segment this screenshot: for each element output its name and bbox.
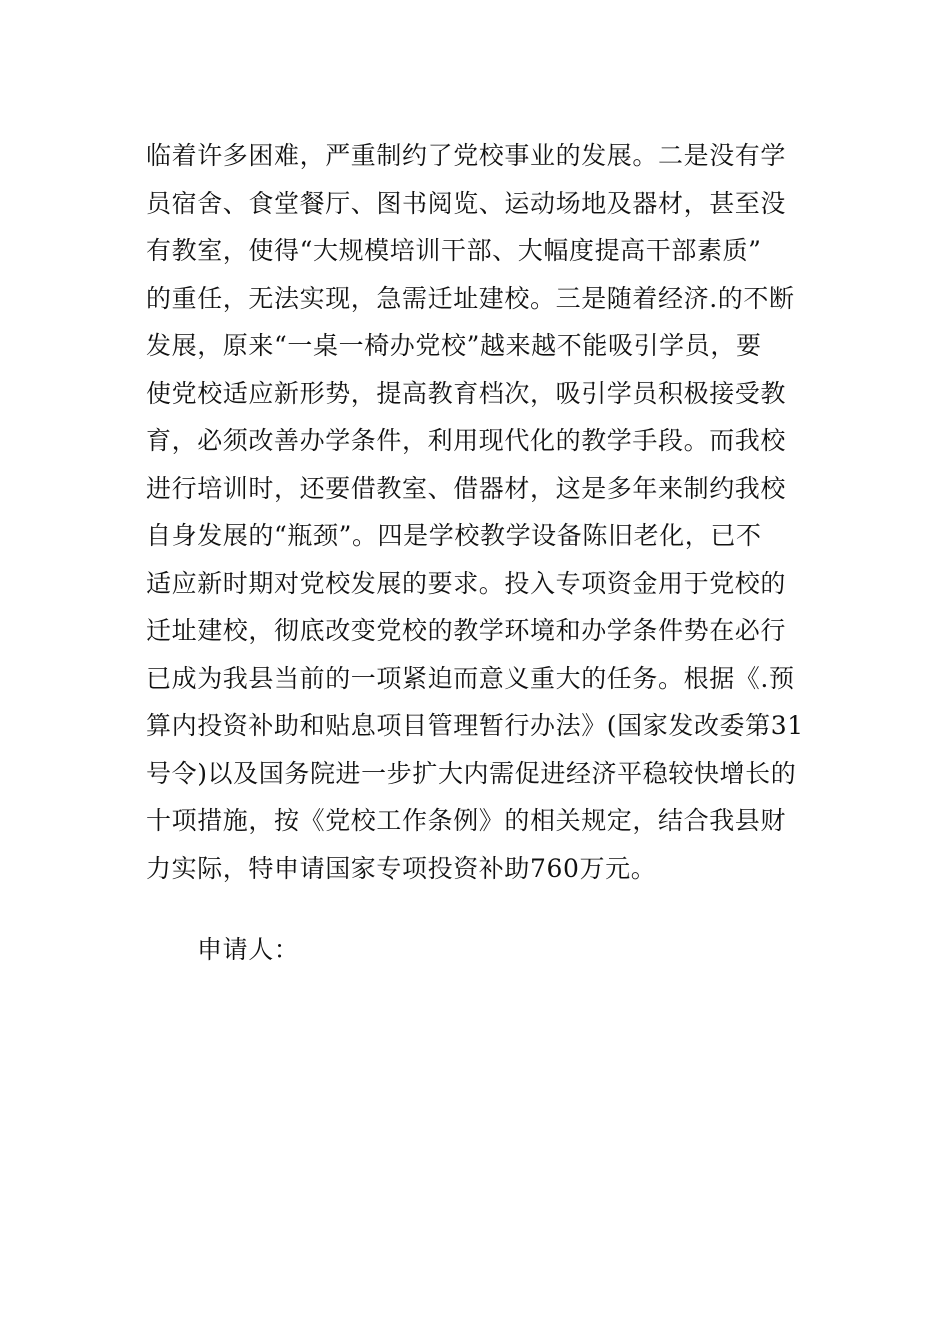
- paragraph-line: 发展，原来“一桌一椅办党校”越来越不能吸引学员，要: [146, 331, 762, 360]
- applicant-signature-label: 申请人：: [197, 935, 300, 964]
- paragraph-line: 迁址建校，彻底改变党校的教学环境和办学条件势在必行: [146, 616, 787, 645]
- paragraph-line: 力实际，特申请国家专项投资补助760万元。: [146, 853, 657, 883]
- body-paragraph: [146, 132, 826, 892]
- paragraph-line: 算内投资补助和贴息项目管理暂行办法》(国家发改委第31: [146, 711, 804, 740]
- paragraph-line: 适应新时期对党校发展的要求。投入专项资金用于党校的: [146, 568, 787, 598]
- paragraph-line: 育，必须改善办学条件，利用现代化的教学手段。而我校: [146, 426, 787, 455]
- paragraph-line: 有教室，使得“大规模培训干部、大幅度提高干部素质”: [146, 236, 762, 265]
- paragraph-line: 十项措施，按《党校工作条例》的相关规定，结合我县财: [146, 806, 787, 835]
- paragraph-line: 自身发展的“瓶颈”。四是学校教学设备陈旧老化，已不: [146, 521, 762, 550]
- paragraph-line: 的重任，无法实现，急需迁址建校。三是随着经济.的不断: [146, 283, 795, 313]
- paragraph-line: 进行培训时，还要借教室、借器材，这是多年来制约我校: [146, 473, 787, 503]
- paragraph-line: 已成为我县当前的一项紧迫而意义重大的任务。根据《.预: [146, 663, 795, 693]
- paragraph-line: 临着许多困难，严重制约了党校事业的发展。二是没有学: [146, 141, 787, 170]
- paragraph-line: 员宿舍、食堂餐厅、图书阅览、运动场地及器材，甚至没: [146, 188, 787, 218]
- paragraph-line: 使党校适应新形势，提高教育档次，吸引学员积极接受教: [146, 378, 787, 408]
- paragraph-line: 号令)以及国务院进一步扩大内需促进经济平稳较快增长的: [146, 758, 797, 788]
